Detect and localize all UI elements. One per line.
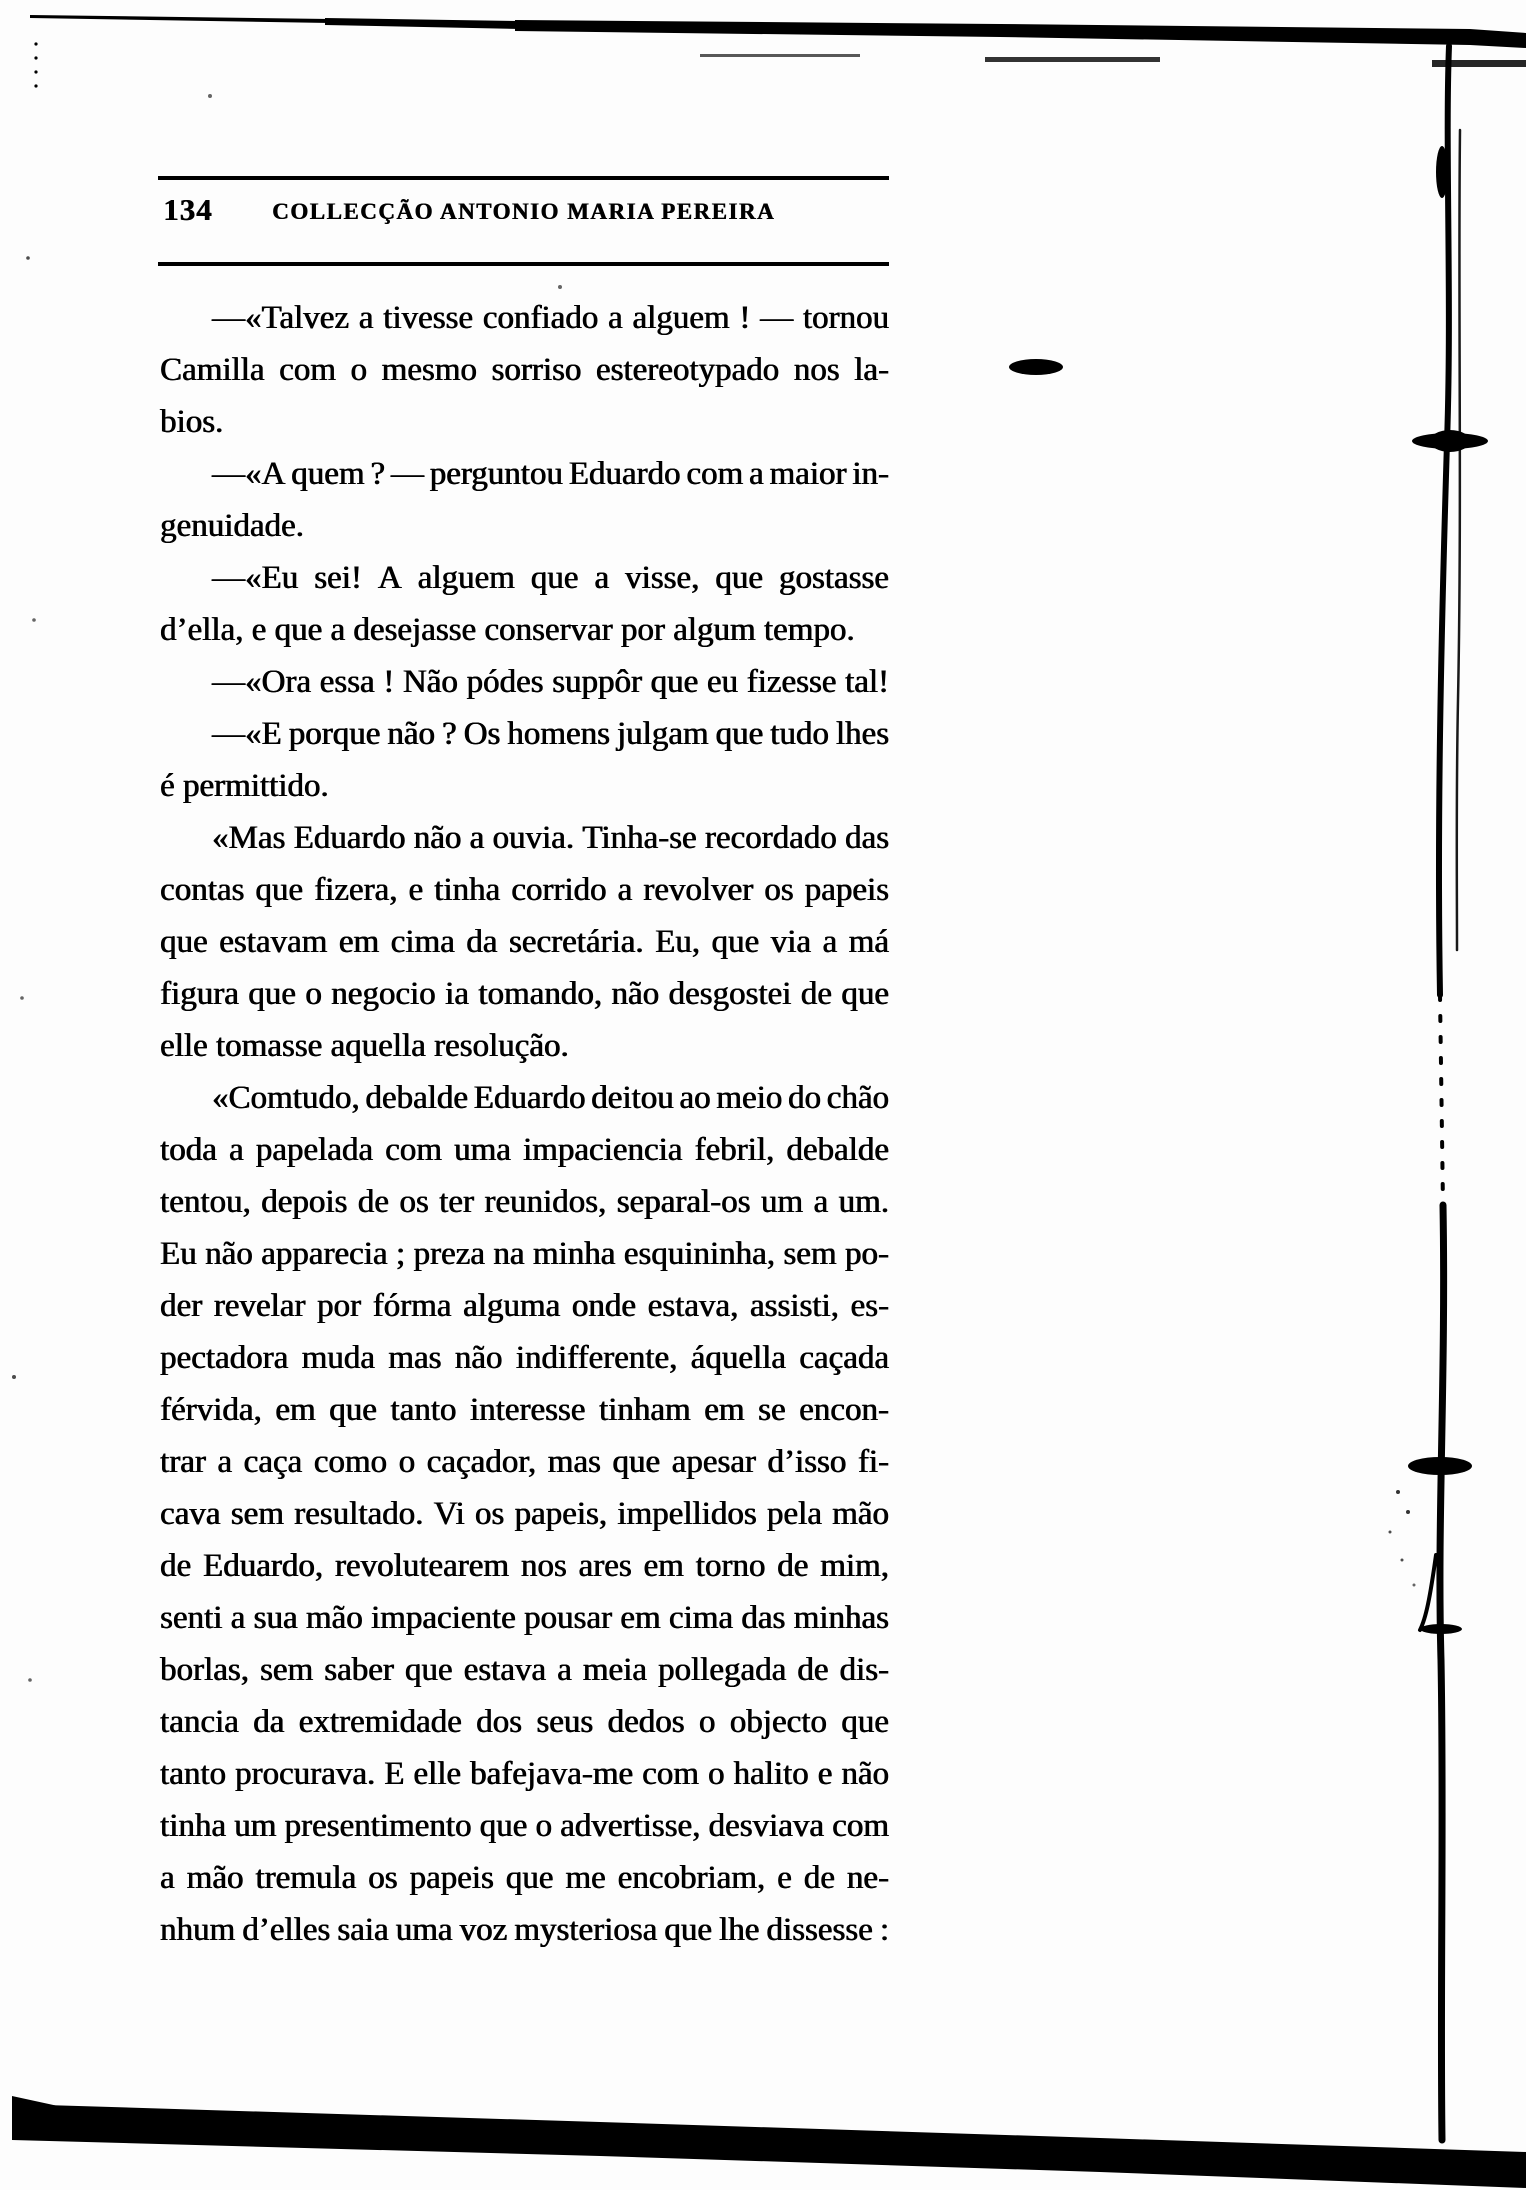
text-line: cava sem resultado. Vi os papeis, impellidos pela mão (160, 1496, 889, 1532)
header-rule-top (158, 176, 889, 180)
text-line: der revelar por fórma alguma onde estava, assisti, es- (160, 1288, 889, 1324)
text-line: —«Talvez a tivesse confiado a alguem ! — tornou (212, 300, 889, 336)
text-line: pectadora muda mas não indifferente, áquella caçada (160, 1340, 889, 1376)
text-line: «Mas Eduardo não a ouvia. Tinha-se recordado das (212, 820, 889, 856)
text-line: elle tomasse aquella resolução. (160, 1028, 569, 1064)
binding-line (1420, 46, 1460, 2140)
text-line: tanto procurava. E elle bafejava-me com o halito e não (160, 1756, 889, 1792)
running-head-title: COLLECÇÃO ANTONIO MARIA PEREIRA (272, 199, 775, 224)
top-edge-band (30, 15, 1526, 67)
text-line: —«Ora essa ! Não pódes suppôr que eu fizesse tal! (212, 664, 889, 700)
text-line: Eu não apparecia ; preza na minha esquininha, sem po- (160, 1236, 889, 1272)
text-line: é permittido. (160, 768, 329, 804)
text-line: de Eduardo, revolutearem nos ares em torno de mim, (160, 1548, 889, 1584)
text-line: trar a caça como o caçador, mas que apesar d’isso fi- (160, 1444, 889, 1480)
text-line: borlas, sem saber que estava a meia pollegada de dis- (160, 1652, 889, 1688)
text-line: «Comtudo, debalde Eduardo deitou ao meio do chão (212, 1080, 889, 1116)
text-line: Camilla com o mesmo sorriso estereotypado nos la- (160, 352, 889, 388)
text-line: contas que fizera, e tinha corrido a revolver os papeis (160, 872, 889, 908)
text-line: —«A quem ? — perguntou Eduardo com a maior in- (212, 456, 889, 492)
text-line: toda a papelada com uma impaciencia febril, debalde (160, 1132, 889, 1168)
text-line: tentou, depois de os ter reunidos, separal-os um a um. (160, 1184, 889, 1220)
margin-ink-mark (1009, 359, 1063, 375)
text-line: d’ella, e que a desejasse conservar por algum tempo. (160, 612, 855, 648)
text-line: tancia da extremidade dos seus dedos o objecto que (160, 1704, 889, 1740)
header-rule-bottom (158, 262, 889, 266)
text-line: senti a sua mão impaciente pousar em cima das minhas (160, 1600, 889, 1636)
text-line: que estavam em cima da secretária. Eu, que via a má (160, 924, 889, 960)
text-line: tinha um presentimento que o advertisse, desviava com (160, 1808, 889, 1844)
text-line: genuidade. (160, 508, 304, 544)
text-line: bios. (160, 404, 224, 440)
text-line: nhum d’elles saia uma voz mysteriosa que lhe dissesse : (160, 1912, 889, 1948)
binding-blobs (1389, 146, 1489, 1634)
text-line: —«Eu sei! A alguem que a visse, que gostasse (212, 560, 889, 596)
body-text (160, 292, 889, 1956)
text-line: —«E porque não ? Os homens julgam que tudo lhes (212, 716, 889, 752)
text-line: a mão tremula os papeis que me encobriam, e de ne- (160, 1860, 889, 1896)
bottom-edge-band (12, 2096, 1526, 2188)
text-line: férvida, em que tanto interesse tinham em se encon- (160, 1392, 889, 1428)
text-line: figura que o negocio ia tomando, não desgostei de que (160, 976, 889, 1012)
page-number: 134 (163, 192, 213, 227)
